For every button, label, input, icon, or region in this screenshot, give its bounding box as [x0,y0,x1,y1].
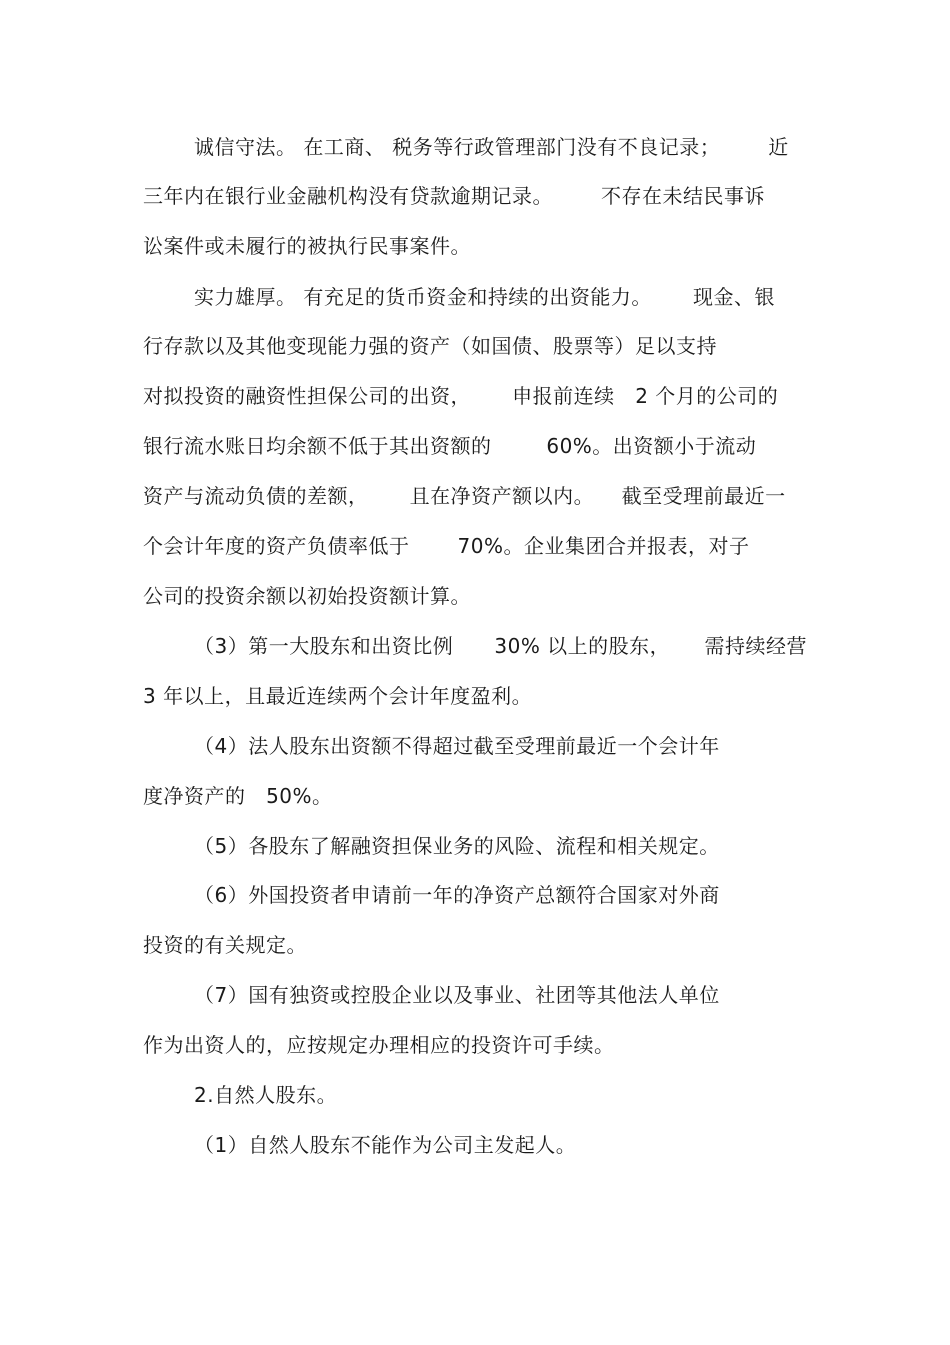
text-line: （6）外国投资者申请前一年的净资产总额符合国家对外商 [194,883,720,907]
text-line: 资产与流动负债的差额， 且在净资产额以内。 截至受理前最近一 [143,484,786,508]
text-line: 度净资产的 50%。 [143,784,333,808]
text-line: 银行流水账日均余额不低于其出资额的 60%。出资额小于流动 [143,434,757,458]
text-line: 讼案件或未履行的被执行民事案件。 [143,234,471,258]
text-line: 三年内在银行业金融机构没有贷款逾期记录。 不存在未结民事诉 [143,184,766,208]
text-line: 个会计年度的资产负债率低于 70%。企业集团合并报表，对子 [143,534,750,558]
text-line: 实力雄厚。 有充足的货币资金和持续的出资能力。 现金、银 [194,285,776,309]
text-line: （7）国有独资或控股企业以及事业、社团等其他法人单位 [194,983,720,1007]
text-line: 公司的投资余额以初始投资额计算。 [143,584,471,608]
text-line: 作为出资人的，应按规定办理相应的投资许可手续。 [143,1033,615,1057]
text-line: （1）自然人股东不能作为公司主发起人。 [194,1133,577,1157]
text-line: 3 年以上，且最近连续两个会计年度盈利。 [143,684,533,708]
text-line: 2.自然人股东。 [194,1083,338,1107]
text-line: （4）法人股东出资额不得超过截至受理前最近一个会计年 [194,734,720,758]
text-line: 对拟投资的融资性担保公司的出资， 申报前连续 2 个月的公司的 [143,384,779,408]
text-line: 行存款以及其他变现能力强的资产（如国债、股票等）足以支持 [143,334,717,358]
text-line: （5）各股东了解融资担保业务的风险、流程和相关规定。 [194,834,720,858]
text-line: 诚信守法。 在工商、 税务等行政管理部门没有不良记录； 近 [194,135,789,159]
text-line: 投资的有关规定。 [143,933,307,957]
text-line: （3）第一大股东和出资比例 30% 以上的股东， 需持续经营 [194,634,807,658]
